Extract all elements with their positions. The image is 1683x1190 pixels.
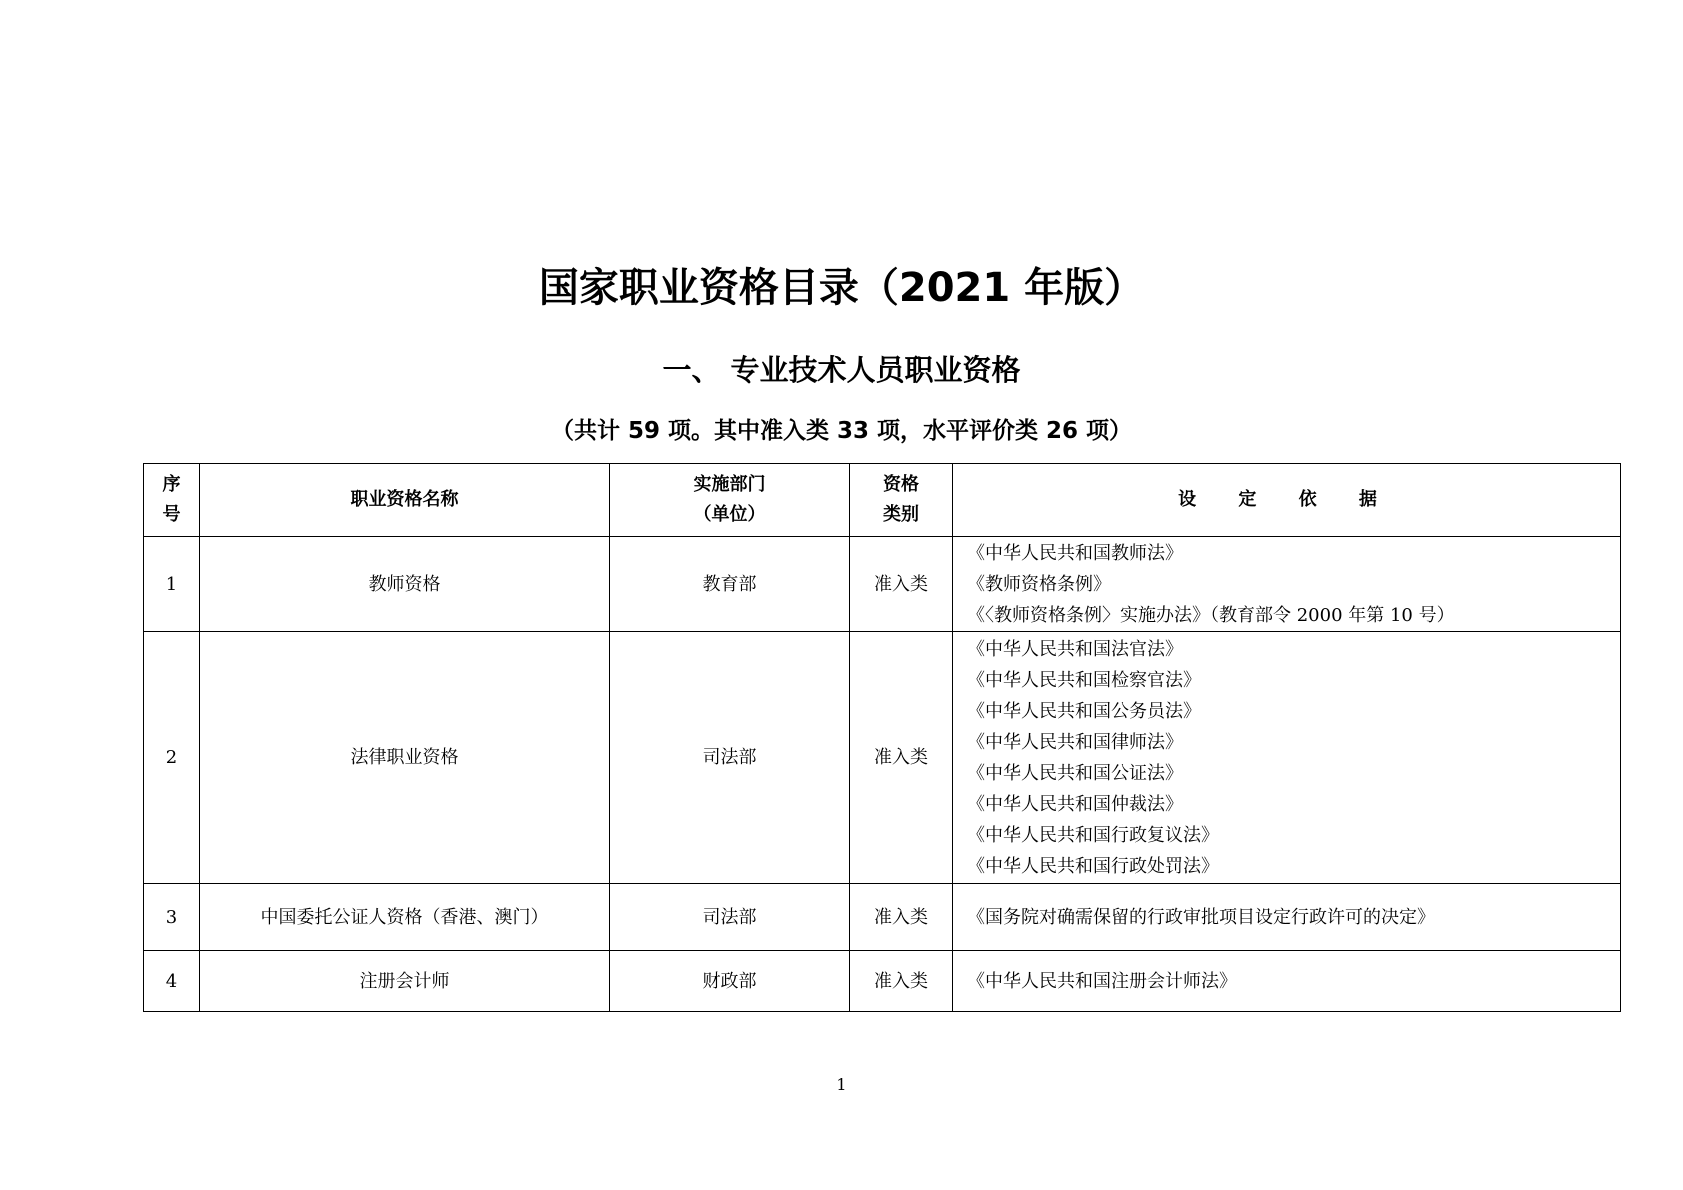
header-name: 职业资格名称 bbox=[200, 464, 610, 537]
header-index-line-2: 号 bbox=[162, 504, 181, 525]
row-name: 注册会计师 bbox=[200, 951, 610, 1012]
basis-line: 《中华人民共和国公务员法》 bbox=[967, 700, 1201, 722]
row-category: 准入类 bbox=[850, 884, 953, 951]
row-department: 司法部 bbox=[610, 632, 850, 884]
row-department: 财政部 bbox=[610, 951, 850, 1012]
header-basis bbox=[953, 464, 1621, 537]
header-category bbox=[850, 464, 953, 537]
row-basis bbox=[953, 951, 1621, 1012]
header-basis-label: 设 定 依 据 bbox=[1178, 489, 1395, 510]
row-index: 4 bbox=[144, 951, 200, 1012]
header-index bbox=[144, 464, 200, 537]
document-title: 国家职业资格目录（2021 年版） bbox=[538, 265, 1145, 311]
row-index: 2 bbox=[144, 632, 200, 884]
basis-line: 《国务院对确需保留的行政审批项目设定行政许可的决定》 bbox=[967, 906, 1435, 928]
row-name: 中国委托公证人资格（香港、澳门） bbox=[200, 884, 610, 951]
row-name: 法律职业资格 bbox=[200, 632, 610, 884]
row-category: 准入类 bbox=[850, 951, 953, 1012]
table-row bbox=[144, 884, 1621, 951]
page-number: 1 bbox=[836, 1075, 847, 1094]
basis-line: 《教师资格条例》 bbox=[967, 573, 1111, 595]
row-index: 3 bbox=[144, 884, 200, 951]
summary-line: （共计 59 项。其中准入类 33 项，水平评价类 26 项） bbox=[550, 418, 1133, 444]
basis-line: 《〈教师资格条例〉实施办法》（教育部令 2000 年第 10 号） bbox=[967, 604, 1455, 626]
table-row bbox=[144, 632, 1621, 884]
row-name: 教师资格 bbox=[200, 537, 610, 632]
basis-line: 《中华人民共和国检察官法》 bbox=[967, 669, 1201, 691]
table-row bbox=[144, 951, 1621, 1012]
row-index: 1 bbox=[144, 537, 200, 632]
header-category-line-2: 类别 bbox=[883, 504, 919, 525]
basis-line: 《中华人民共和国公证法》 bbox=[967, 762, 1183, 784]
basis-line: 《中华人民共和国注册会计师法》 bbox=[967, 970, 1237, 992]
header-department bbox=[610, 464, 850, 537]
basis-line: 《中华人民共和国行政处罚法》 bbox=[967, 855, 1219, 877]
header-department-line-1: 实施部门 bbox=[693, 474, 766, 495]
qualification-table bbox=[143, 463, 1621, 1012]
section-title: 一、 专业技术人员职业资格 bbox=[662, 353, 1021, 387]
basis-line: 《中华人民共和国律师法》 bbox=[967, 731, 1183, 753]
table-row bbox=[144, 537, 1621, 632]
row-department: 教育部 bbox=[610, 537, 850, 632]
basis-line: 《中华人民共和国法官法》 bbox=[967, 638, 1183, 660]
table-header-row bbox=[144, 464, 1621, 537]
header-department-line-2: （单位） bbox=[693, 504, 766, 525]
basis-line: 《中华人民共和国教师法》 bbox=[967, 542, 1183, 564]
header-index-line-1: 序 bbox=[162, 474, 181, 495]
row-category: 准入类 bbox=[850, 537, 953, 632]
row-basis bbox=[953, 632, 1621, 884]
row-category: 准入类 bbox=[850, 632, 953, 884]
basis-line: 《中华人民共和国行政复议法》 bbox=[967, 824, 1219, 846]
header-category-line-1: 资格 bbox=[883, 474, 919, 495]
row-basis bbox=[953, 884, 1621, 951]
row-basis bbox=[953, 537, 1621, 632]
row-department: 司法部 bbox=[610, 884, 850, 951]
basis-line: 《中华人民共和国仲裁法》 bbox=[967, 793, 1183, 815]
